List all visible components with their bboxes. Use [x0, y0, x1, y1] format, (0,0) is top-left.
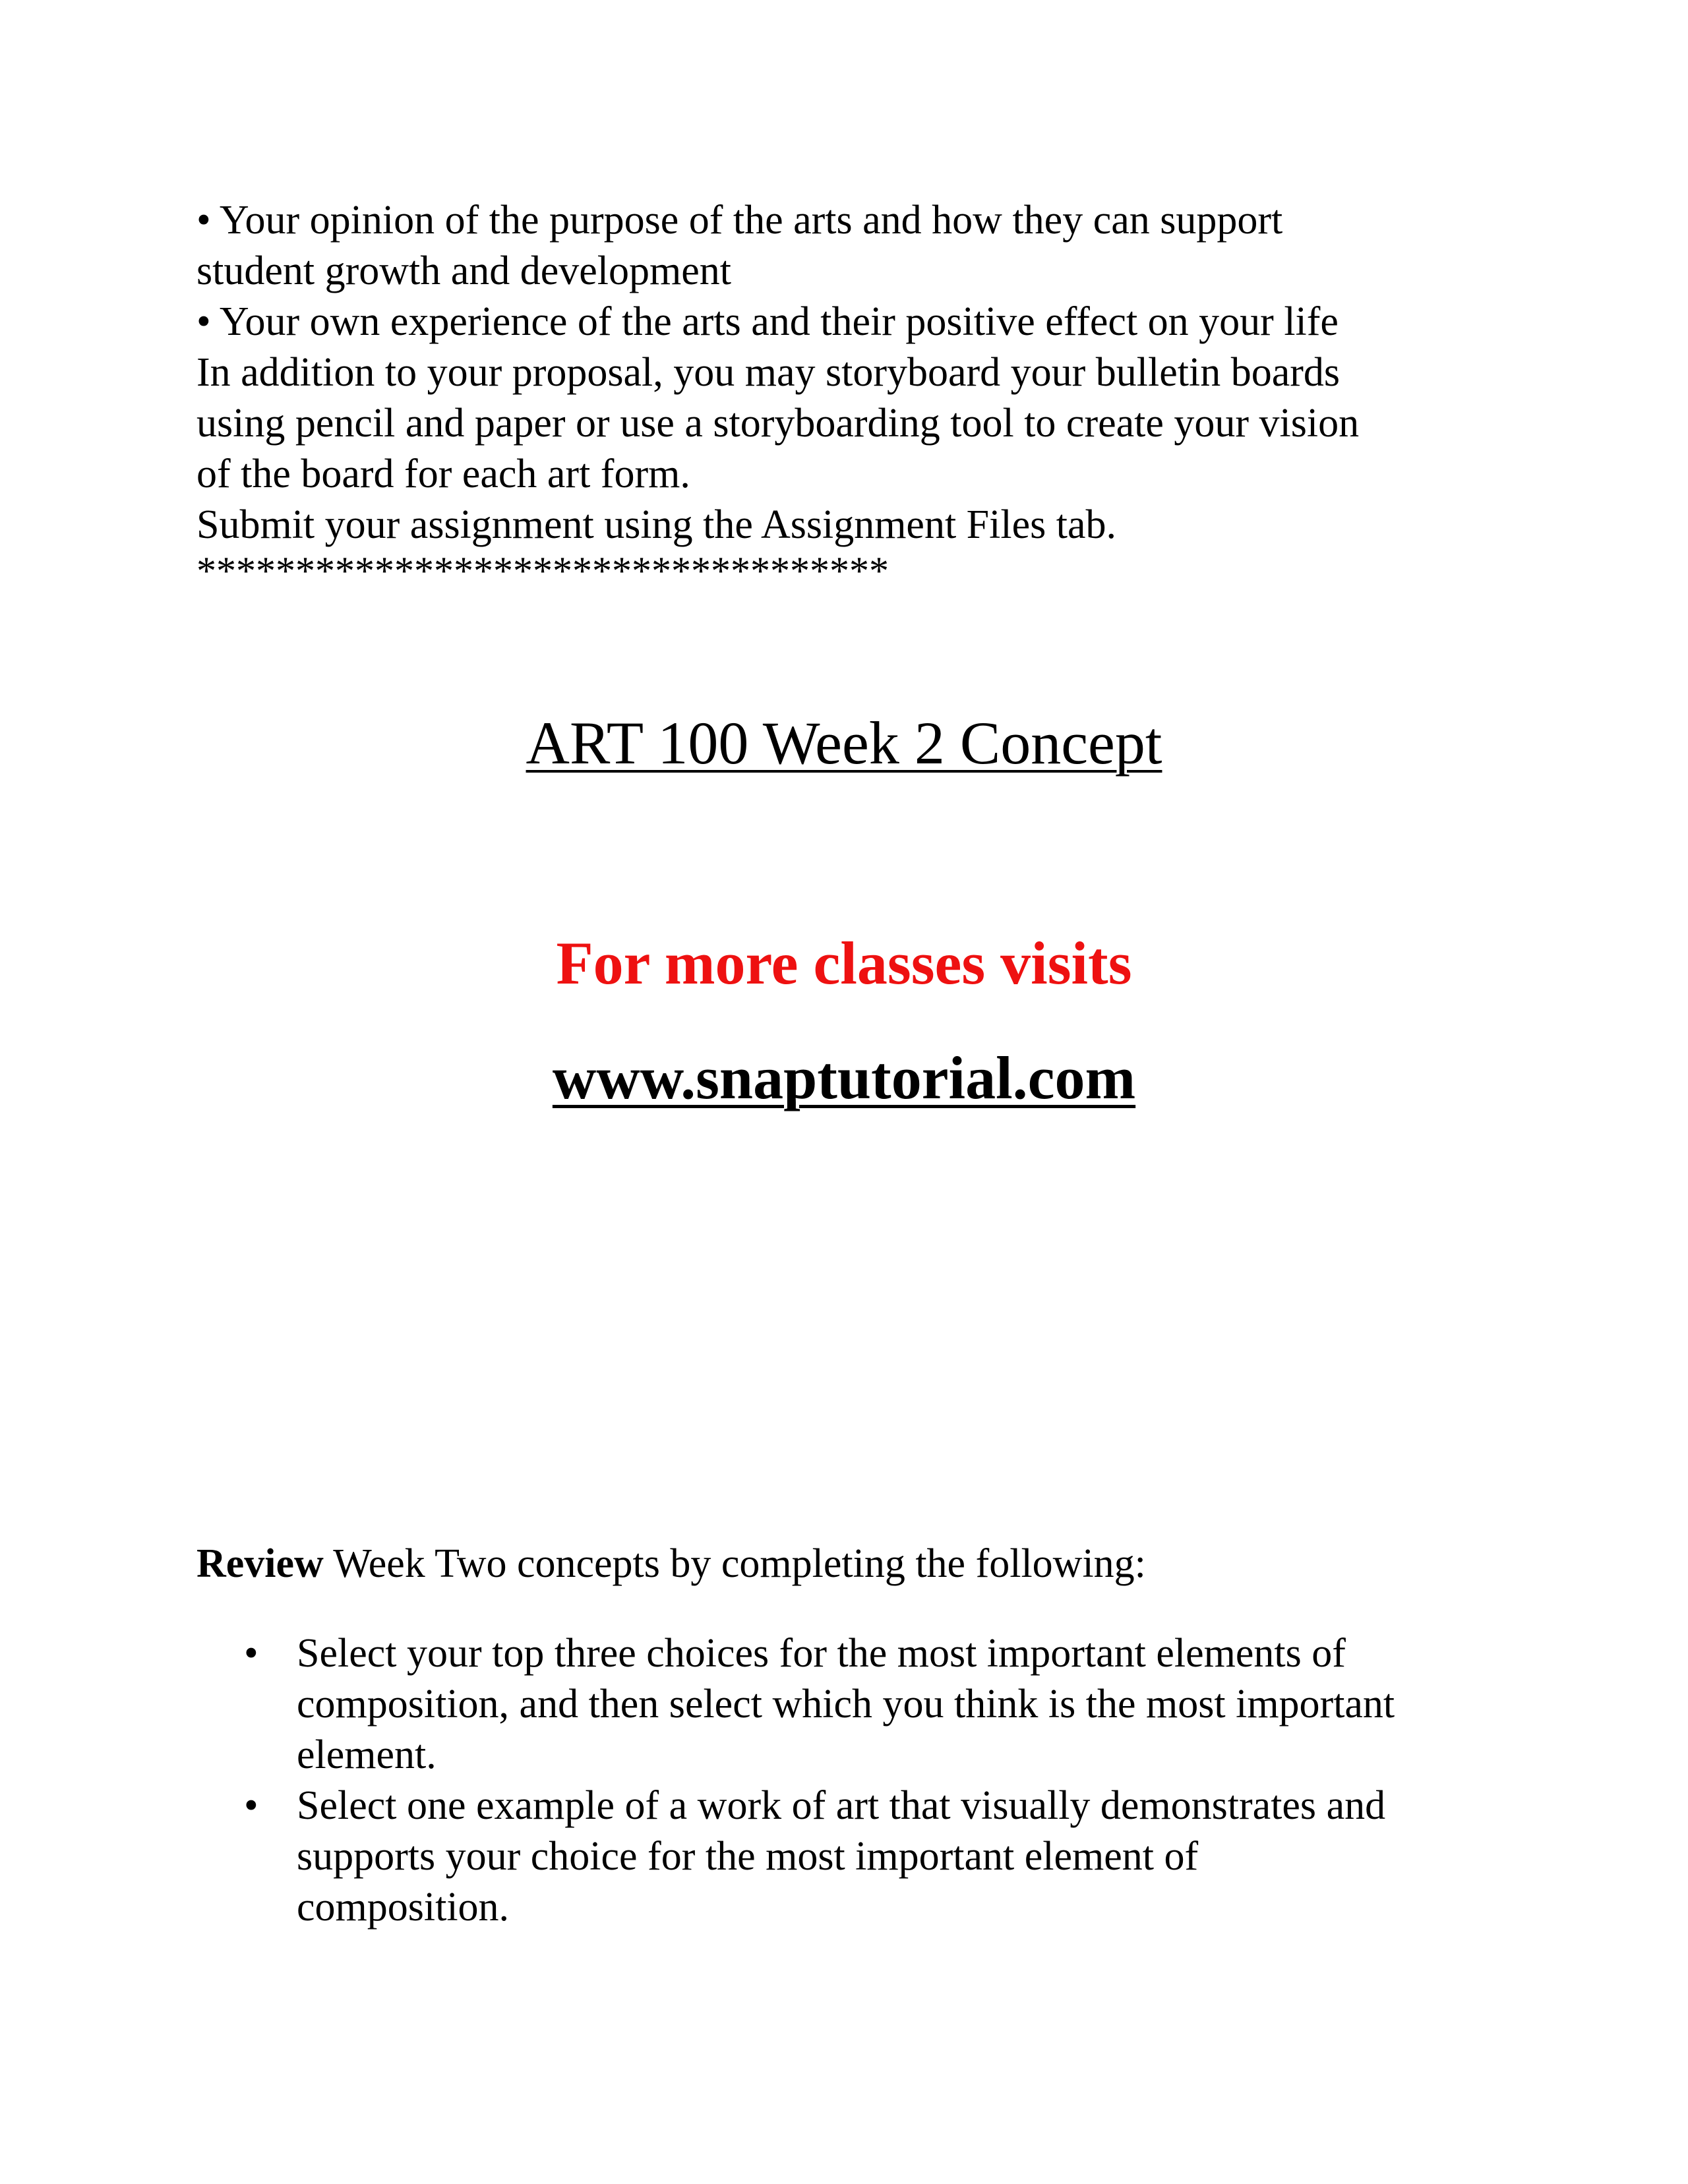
website-link[interactable]: www.snaptutorial.com [552, 1044, 1136, 1111]
list-item-line: Select your top three choices for the most important elements of [297, 1631, 1346, 1676]
list-item-line: composition. [297, 1885, 510, 1930]
list-item-line: element. [297, 1732, 437, 1777]
intro-line: • Your opinion of the purpose of the arts and how they can support [196, 198, 1283, 243]
intro-line: of the board for each art form. [196, 452, 690, 496]
list-item-text [297, 1781, 1515, 1933]
intro-line: In addition to your proposal, you may storyboard your bulletin boards [196, 350, 1341, 395]
promo-text: For more classes visits [556, 930, 1132, 997]
task-list [196, 1628, 1515, 1933]
bullet-marker: • [244, 1783, 258, 1828]
intro-line: Submit your assignment using the Assignment Files tab. [196, 502, 1116, 547]
page-title: ART 100 Week 2 Concept [526, 709, 1162, 777]
list-item [196, 1628, 1515, 1781]
list-item [196, 1781, 1515, 1933]
intro-line: • Your own experience of the arts and their positive effect on your life [196, 299, 1339, 344]
list-item-line: Select one example of a work of art that visually demonstrates and [297, 1783, 1386, 1828]
list-item-text [297, 1628, 1515, 1781]
intro-line: student growth and development [196, 249, 731, 293]
list-item-line: composition, and then select which you think is the most important [297, 1682, 1395, 1727]
separator-stars: *********************************** [196, 549, 889, 593]
review-rest-text: Week Two concepts by completing the following: [323, 1541, 1146, 1586]
list-item-line: supports your choice for the most important element of [297, 1834, 1199, 1879]
review-bold-word: Review [196, 1541, 324, 1586]
bullet-marker: • [244, 1631, 258, 1676]
intro-line: using pencil and paper or use a storyboarding tool to create your vision [196, 401, 1360, 446]
review-instruction [196, 1539, 1515, 1589]
intro-text-block [196, 195, 1515, 591]
